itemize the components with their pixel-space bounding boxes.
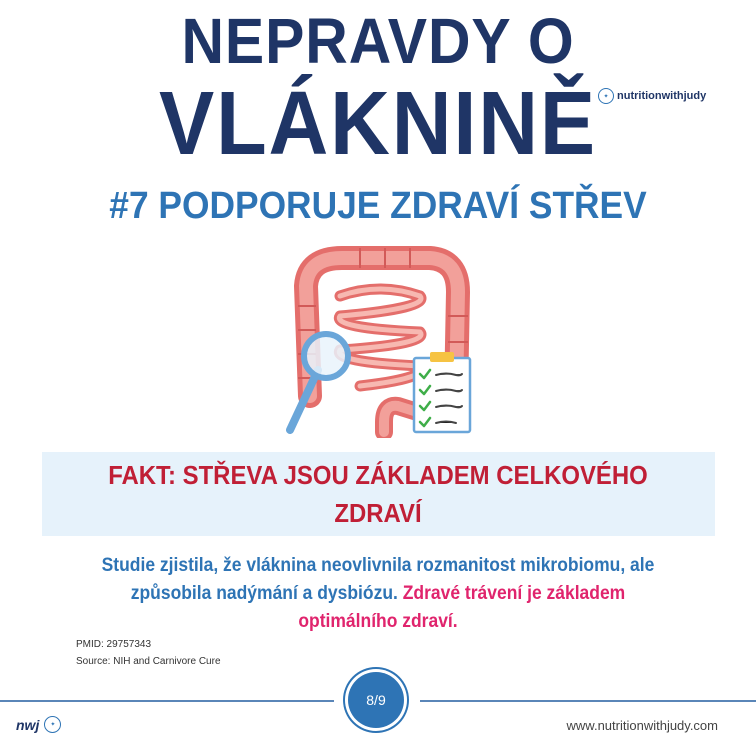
footer-divider-left [0, 700, 334, 702]
study-summary [87, 552, 668, 636]
gut-health-illustration [280, 246, 480, 438]
study-summary-main: Studie zjistila, že vláknina neovlivnila rozmanitost mikrobiomu, ale způsobila nadýmání a dysbiózu. [101, 555, 655, 604]
study-summary-accent: Zdravé trávení je základem optimálního zdraví. [298, 583, 626, 632]
source-reference: Source: NIH and Carnivore Cure [76, 656, 221, 667]
references [76, 636, 221, 670]
title-line-2: VLÁKNINĚ [159, 74, 597, 174]
brand-seal-icon: ✦ [598, 88, 614, 104]
footer-logo-text: nwj [16, 716, 40, 733]
footer-logo [16, 716, 61, 733]
checklist-clipboard-icon [414, 352, 470, 432]
page-indicator: 8/9 [348, 672, 404, 728]
brand-name: nutritionwithjudy [617, 90, 707, 102]
footer-seal-icon: ✦ [44, 716, 61, 733]
title-line-1: NEPRAVDY O [181, 5, 575, 77]
pmid-reference: PMID: 29757343 [76, 639, 152, 650]
fact-headline: FAKT: STŘEVA JSOU ZÁKLADEM CELKOVÉHO ZDRAVÍ [108, 460, 648, 528]
brand-logo [598, 88, 706, 104]
footer-divider-right [420, 700, 756, 702]
website-url[interactable]: www.nutritionwithjudy.com [566, 718, 718, 733]
subtitle: #7 PODPORUJE ZDRAVÍ STŘEV [109, 185, 647, 227]
